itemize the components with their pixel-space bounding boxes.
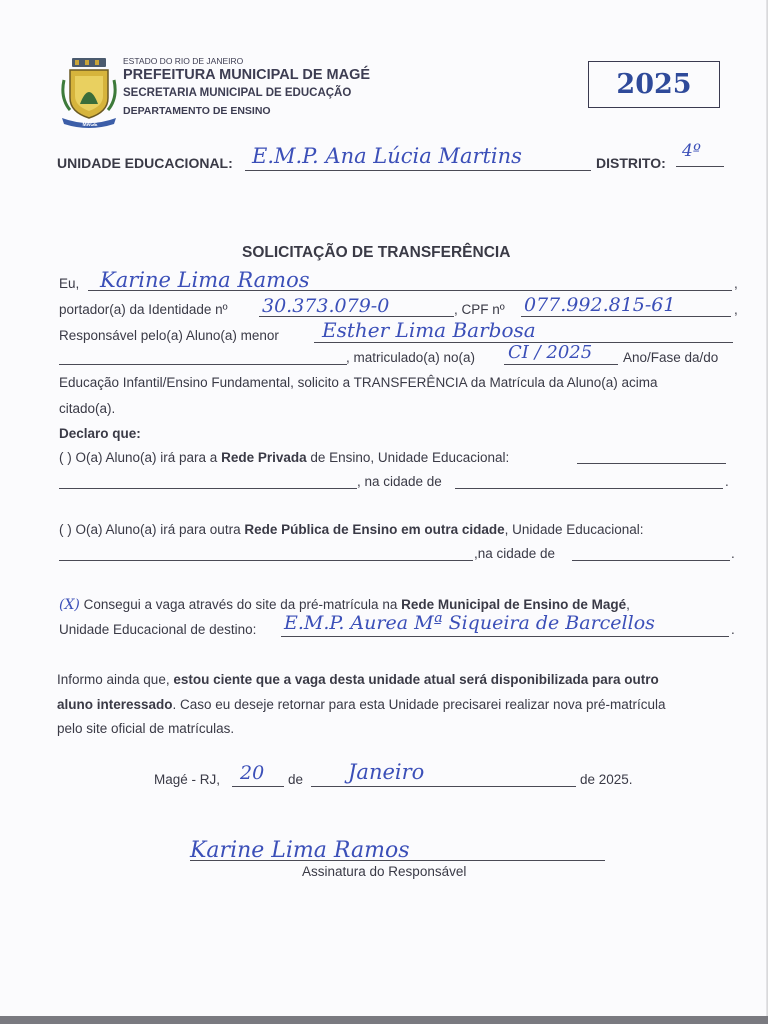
responsible-name[interactable]: Karine Lima Ramos	[100, 268, 310, 292]
page-title: SOLICITAÇÃO DE TRANSFERÊNCIA	[242, 244, 511, 261]
paper-bottom-edge	[0, 1016, 768, 1024]
identity-value[interactable]: 30.373.079-0	[262, 295, 390, 317]
signature-value[interactable]: Karine Lima Ramos	[190, 838, 410, 863]
cpf-line	[521, 316, 731, 317]
year-phase-label: Ano/Fase da/do	[623, 350, 719, 365]
year-text: 2025	[616, 69, 692, 100]
day-line	[232, 786, 284, 787]
notice-line-3: pelo site oficial de matrículas.	[57, 721, 235, 736]
year-box	[588, 61, 720, 108]
cpf-label: , CPF nº	[454, 302, 505, 317]
date-year: de 2025.	[580, 772, 633, 787]
option-private[interactable]: ( ) O(a) Aluno(a) irá para a Rede Privada de Ensino, Unidade Educacional:	[59, 450, 510, 465]
declaration-heading: Declaro que:	[59, 426, 141, 441]
enrolled-label: , matriculado(a) no(a)	[346, 350, 476, 365]
date-day[interactable]: 20	[240, 762, 265, 784]
destination-label: Unidade Educacional de destino:	[59, 622, 257, 637]
secretariat-name: SECRETARIA MUNICIPAL DE EDUCAÇÃO	[123, 87, 352, 99]
department-name: DEPARTAMENTO DE ENSINO	[123, 105, 271, 117]
date-month[interactable]: Janeiro	[348, 760, 425, 784]
private-city-label: , na cidade de	[357, 474, 442, 489]
district-value[interactable]: 4º	[682, 141, 701, 161]
public-city-line[interactable]	[572, 560, 730, 561]
destination-line	[281, 636, 729, 637]
public-unit-line[interactable]	[59, 560, 473, 561]
request-text: Educação Infantil/Ensino Fundamental, solicito a TRANSFERÊNCIA da Matrícula da Aluno(a) acima	[59, 375, 658, 390]
crest-banner-text: MAGÉ	[82, 122, 98, 128]
signature-label: Assinatura do Responsável	[302, 864, 467, 879]
date-de: de	[288, 772, 304, 787]
class-line	[504, 364, 618, 365]
district-label: DISTRITO:	[596, 155, 666, 171]
prefecture-name: PREFEITURA MUNICIPAL DE MAGÉ	[123, 67, 371, 83]
destination-value[interactable]: E.M.P. Aurea Mª Siqueira de Barcellos	[284, 612, 655, 634]
notice-line-1: Informo ainda que, estou ciente que a vaga desta unidade atual será disponibilizada para outro	[57, 672, 659, 687]
option-municipal[interactable]: (X) Consegui a vaga através do site da pré-matrícula na Rede Municipal de Ensino de Magé,	[59, 597, 630, 613]
coat-of-arms-icon	[60, 58, 118, 130]
signature-line	[190, 860, 605, 861]
notice-line-2: aluno interessado. Caso eu deseje retornar para esta Unidade precisarei realizar nova pré-matrícula	[57, 697, 666, 712]
state-name: ESTADO DO RIO DE JANEIRO	[123, 56, 244, 66]
student-name[interactable]: Esther Lima Barbosa	[322, 318, 536, 342]
district-line	[676, 166, 724, 167]
blank-line	[59, 364, 347, 365]
private-blank-line	[59, 488, 357, 489]
checked-mark: (X)	[59, 597, 80, 613]
month-line	[311, 786, 576, 787]
option-public[interactable]: ( ) O(a) Aluno(a) irá para outra Rede Pública de Ensino em outra cidade, Unidade Educacional:	[59, 522, 644, 537]
class-value[interactable]: CI / 2025	[508, 342, 593, 363]
request-text-end: citado(a).	[59, 401, 116, 416]
eu-label: Eu,	[59, 276, 80, 291]
unit-line	[245, 170, 591, 171]
identity-label: portador(a) da Identidade nº	[59, 302, 228, 317]
public-city-label: ,na cidade de	[474, 546, 556, 561]
unit-label: UNIDADE EDUCACIONAL:	[57, 155, 233, 171]
form-page: MAGÉ ESTADO DO RIO DE JANEIRO PREFEITURA MUNICIPAL DE MAGÉ SECRETARIA MUNICIPAL DE EDUCAÇÃO DEPARTAMENTO DE ENSINO 2025 UNIDADE EDUCACIONAL: E.M.P. Ana Lúcia Martins DISTRITO: 4º SOLICITAÇÃO DE TRANSFERÊNCIA Eu, , Karine Lima Ramos portador(a) da Identidade nº 30.373.079-0 , CPF nº , 077.992.815-61 Responsável pelo(a) Aluno(a) menor Esther Lima Barbosa , matriculado(a) no(a) CI / 2025 Ano/Fase da/do Educação Infantil/Ensino Fundamental, solicito a TRANSFERÊNCIA da Matrícula da Aluno(a) acima citado(a). Declaro que: ( ) O(a) Aluno(a) irá para a Rede Privada de Ensino, Unidade Educacional: , na cidade de . ( ) O(a) Aluno(a) irá para outra Rede Pública de Ensino em outra cidade, Unidade Educacional: ,na cidade de . (X) Consegui a vaga através do site da pré-matrícula na Rede Municipal de Ensino de Magé, Unidade Educacional de destino: . E.M.P. Aurea Mª Siqueira de Barcellos Informo ainda que, estou ciente que a vaga desta unidade atual será disponibilizada para outro aluno interessado. Caso eu deseje retornar para esta Unidade precisarei realizar nova pré-matrícula pelo site oficial de matrículas. Magé - RJ, 20 de Janeiro de 2025. Karine Lima Ramos Assinatura do Responsável	[0, 0, 766, 1016]
unit-value[interactable]: E.M.P. Ana Lúcia Martins	[252, 144, 522, 168]
private-city-line[interactable]	[455, 488, 723, 489]
student-label: Responsável pelo(a) Aluno(a) menor	[59, 328, 279, 343]
cpf-value[interactable]: 077.992.815-61	[524, 294, 676, 316]
date-place: Magé - RJ,	[154, 772, 221, 787]
private-unit-line[interactable]	[577, 463, 726, 464]
